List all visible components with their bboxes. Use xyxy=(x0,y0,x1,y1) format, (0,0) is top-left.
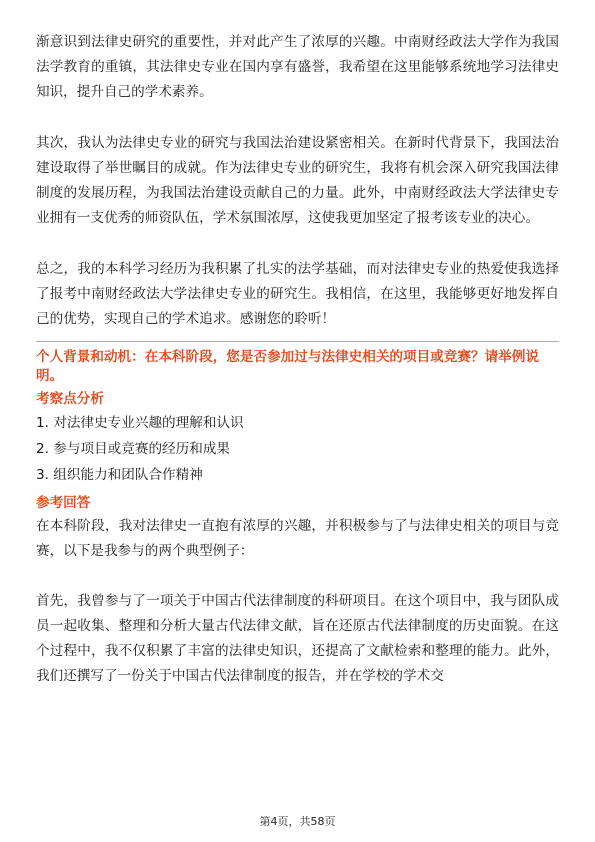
analysis-point: 2. 参与项目或竞赛的经历和成果 xyxy=(36,441,231,457)
paragraph-spacer xyxy=(36,564,559,589)
intro-paragraph-3: 总之，我的本科学习经历为我积累了扎实的法学基础，而对法律史专业的热爱使我选择了报考中南财经政法大学法律史专业的研究生。我相信，在这里，我能够更好地发挥自己的优势，实现自己的学术追求。感谢您的聆听！ xyxy=(36,261,559,327)
answer-heading: 参考回答 xyxy=(36,495,91,511)
analysis-point: 3. 组织能力和团队合作精神 xyxy=(36,467,203,483)
answer-paragraph-1: 在本科阶段，我对法律史一直抱有浓厚的兴趣，并积极参与了与法律史相关的项目与竞赛，以下是我参与的两个典型例子： xyxy=(36,518,559,559)
page-number-footer: 第4页，共58页 xyxy=(259,815,336,828)
paragraph-spacer xyxy=(36,231,559,257)
section-divider xyxy=(36,341,559,342)
document-page xyxy=(36,30,559,689)
analysis-point: 1. 对法律史专业兴趣的理解和认识 xyxy=(36,415,244,431)
paragraph-spacer xyxy=(36,105,559,131)
intro-paragraph-1: 渐意识到法律史研究的重要性，并对此产生了浓厚的兴趣。中南财经政法大学作为我国法学教育的重镇，其法律史专业在国内享有盛誉，我希望在这里能够系统地学习法律史知识，提升自己的学术素养。 xyxy=(36,34,559,100)
answer-paragraph-2: 首先，我曾参与了一项关于中国古代法律制度的科研项目。在这个项目中，我与团队成员一起收集、整理和分析大量古代法律文献，旨在还原古代法律制度的历史面貌。在这个过程中，我不仅积累了丰富的法律史知识，还提高了文献检索和整理的能力。此外，我们还撰写了一份关于中国古代法律制度的报告，并在学校的学术交 xyxy=(36,593,559,684)
analysis-points-list xyxy=(36,410,559,488)
interview-question: 个人背景和动机：在本科阶段，您是否参加过与法律史相关的项目或竞赛？请举例说明。 xyxy=(36,349,539,384)
analysis-heading: 考察点分析 xyxy=(36,391,104,407)
intro-paragraph-2: 其次，我认为法律史专业的研究与我国法治建设紧密相关。在新时代背景下，我国法治建设取得了举世瞩目的成就。作为法律史专业的研究生，我将有机会深入研究我国法律制度的发展历程，为我国法治建设贡献自己的力量。此外，中南财经政法大学法律史专业拥有一支优秀的师资队伍，学术氛围浓厚，这使我更加坚定了报考该专业的决心。 xyxy=(36,135,559,226)
